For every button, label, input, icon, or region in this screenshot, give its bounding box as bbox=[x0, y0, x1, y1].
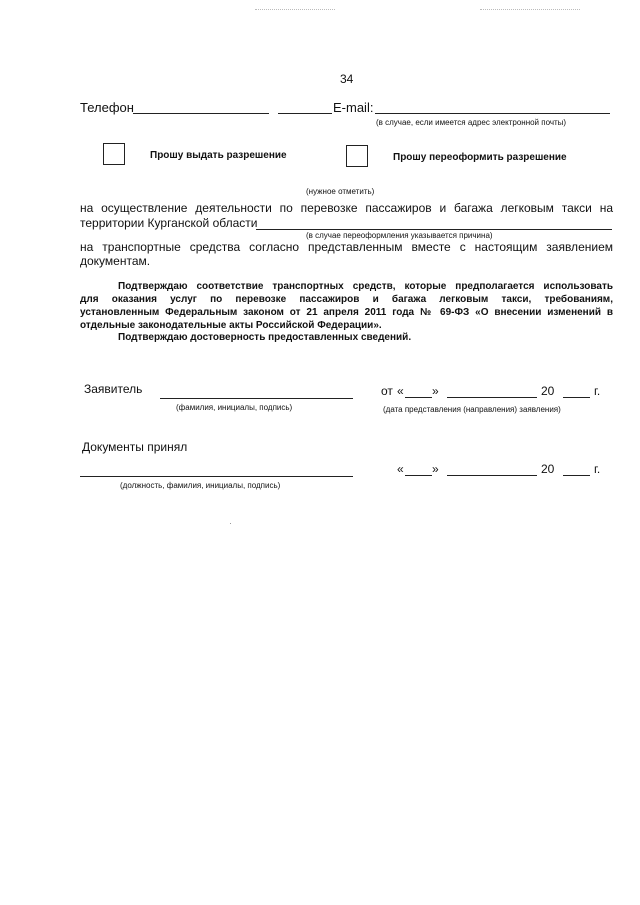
email-label: E-mail: bbox=[333, 100, 374, 115]
scan-artifact-line bbox=[480, 9, 580, 10]
accepted-quote-close: » bbox=[432, 462, 439, 476]
reason-hint: (в случае переоформления указывается причина) bbox=[306, 231, 493, 240]
body-line-2: территории Курганской области bbox=[80, 216, 258, 230]
phone-field[interactable] bbox=[133, 113, 269, 114]
reason-field[interactable] bbox=[256, 229, 612, 230]
accepted-year-prefix: 20 bbox=[541, 462, 555, 476]
email-field[interactable] bbox=[375, 113, 610, 114]
scan-artifact-line bbox=[255, 9, 335, 10]
phone-label: Телефон bbox=[80, 100, 134, 115]
date-day-field[interactable] bbox=[405, 397, 432, 398]
confirmation-line-1: Подтверждаю соответствие транспортных средств, которые предполагается использовать bbox=[118, 281, 613, 292]
choice-hint: (нужное отметить) bbox=[306, 187, 375, 196]
date-month-field[interactable] bbox=[447, 397, 537, 398]
confirmation-line-2: для оказания услуг по перевозке пассажиров и багажа легковым такси, требованиям, bbox=[80, 294, 613, 305]
accepted-year-field[interactable] bbox=[563, 475, 590, 476]
accepted-label: Документы принял bbox=[82, 440, 188, 454]
applicant-label: Заявитель bbox=[84, 382, 143, 396]
date-hint: (дата представления (направления) заявления) bbox=[383, 405, 561, 414]
phone-field-extra[interactable] bbox=[278, 113, 332, 114]
confirmation-line-4: отдельные законодательные акты Российской Федерации». bbox=[80, 320, 382, 331]
accepted-quote-open: « bbox=[397, 462, 404, 476]
date-year-suffix: г. bbox=[594, 384, 601, 398]
reliability-statement: Подтверждаю достоверность предоставленных сведений. bbox=[118, 332, 412, 343]
date-from-label: от bbox=[381, 384, 393, 398]
body-line-1: на осуществление деятельности по перевозке пассажиров и багажа легковым такси на bbox=[80, 201, 613, 215]
scan-dot bbox=[230, 523, 231, 524]
accepted-year-suffix: г. bbox=[594, 462, 601, 476]
issue-permit-label: Прошу выдать разрешение bbox=[150, 150, 287, 161]
applicant-name-hint: (фамилия, инициалы, подпись) bbox=[176, 403, 293, 412]
accepted-hint: (должность, фамилия, инициалы, подпись) bbox=[120, 481, 281, 490]
accepted-by-field[interactable] bbox=[80, 476, 353, 477]
date-quote-close: » bbox=[432, 384, 439, 398]
accepted-day-field[interactable] bbox=[405, 475, 432, 476]
reissue-permit-label: Прошу переоформить разрешение bbox=[393, 152, 567, 163]
page-number: 34 bbox=[340, 72, 354, 86]
applicant-name-field[interactable] bbox=[160, 398, 353, 399]
date-quote-open: « bbox=[397, 384, 404, 398]
body-line-3: на транспортные средства согласно представленным вместе с настоящим заявлением bbox=[80, 240, 613, 254]
issue-permit-checkbox[interactable] bbox=[103, 143, 125, 165]
confirmation-line-3: установленным Федеральным законом от 21 апреля 2011 года № 69-ФЗ «О внесении изменений в bbox=[80, 307, 613, 318]
reissue-permit-checkbox[interactable] bbox=[346, 145, 368, 167]
body-line-4: документам. bbox=[80, 254, 151, 268]
date-year-field[interactable] bbox=[563, 397, 590, 398]
accepted-month-field[interactable] bbox=[447, 475, 537, 476]
date-year-prefix: 20 bbox=[541, 384, 555, 398]
email-hint: (в случае, если имеется адрес электронной почты) bbox=[376, 118, 567, 127]
